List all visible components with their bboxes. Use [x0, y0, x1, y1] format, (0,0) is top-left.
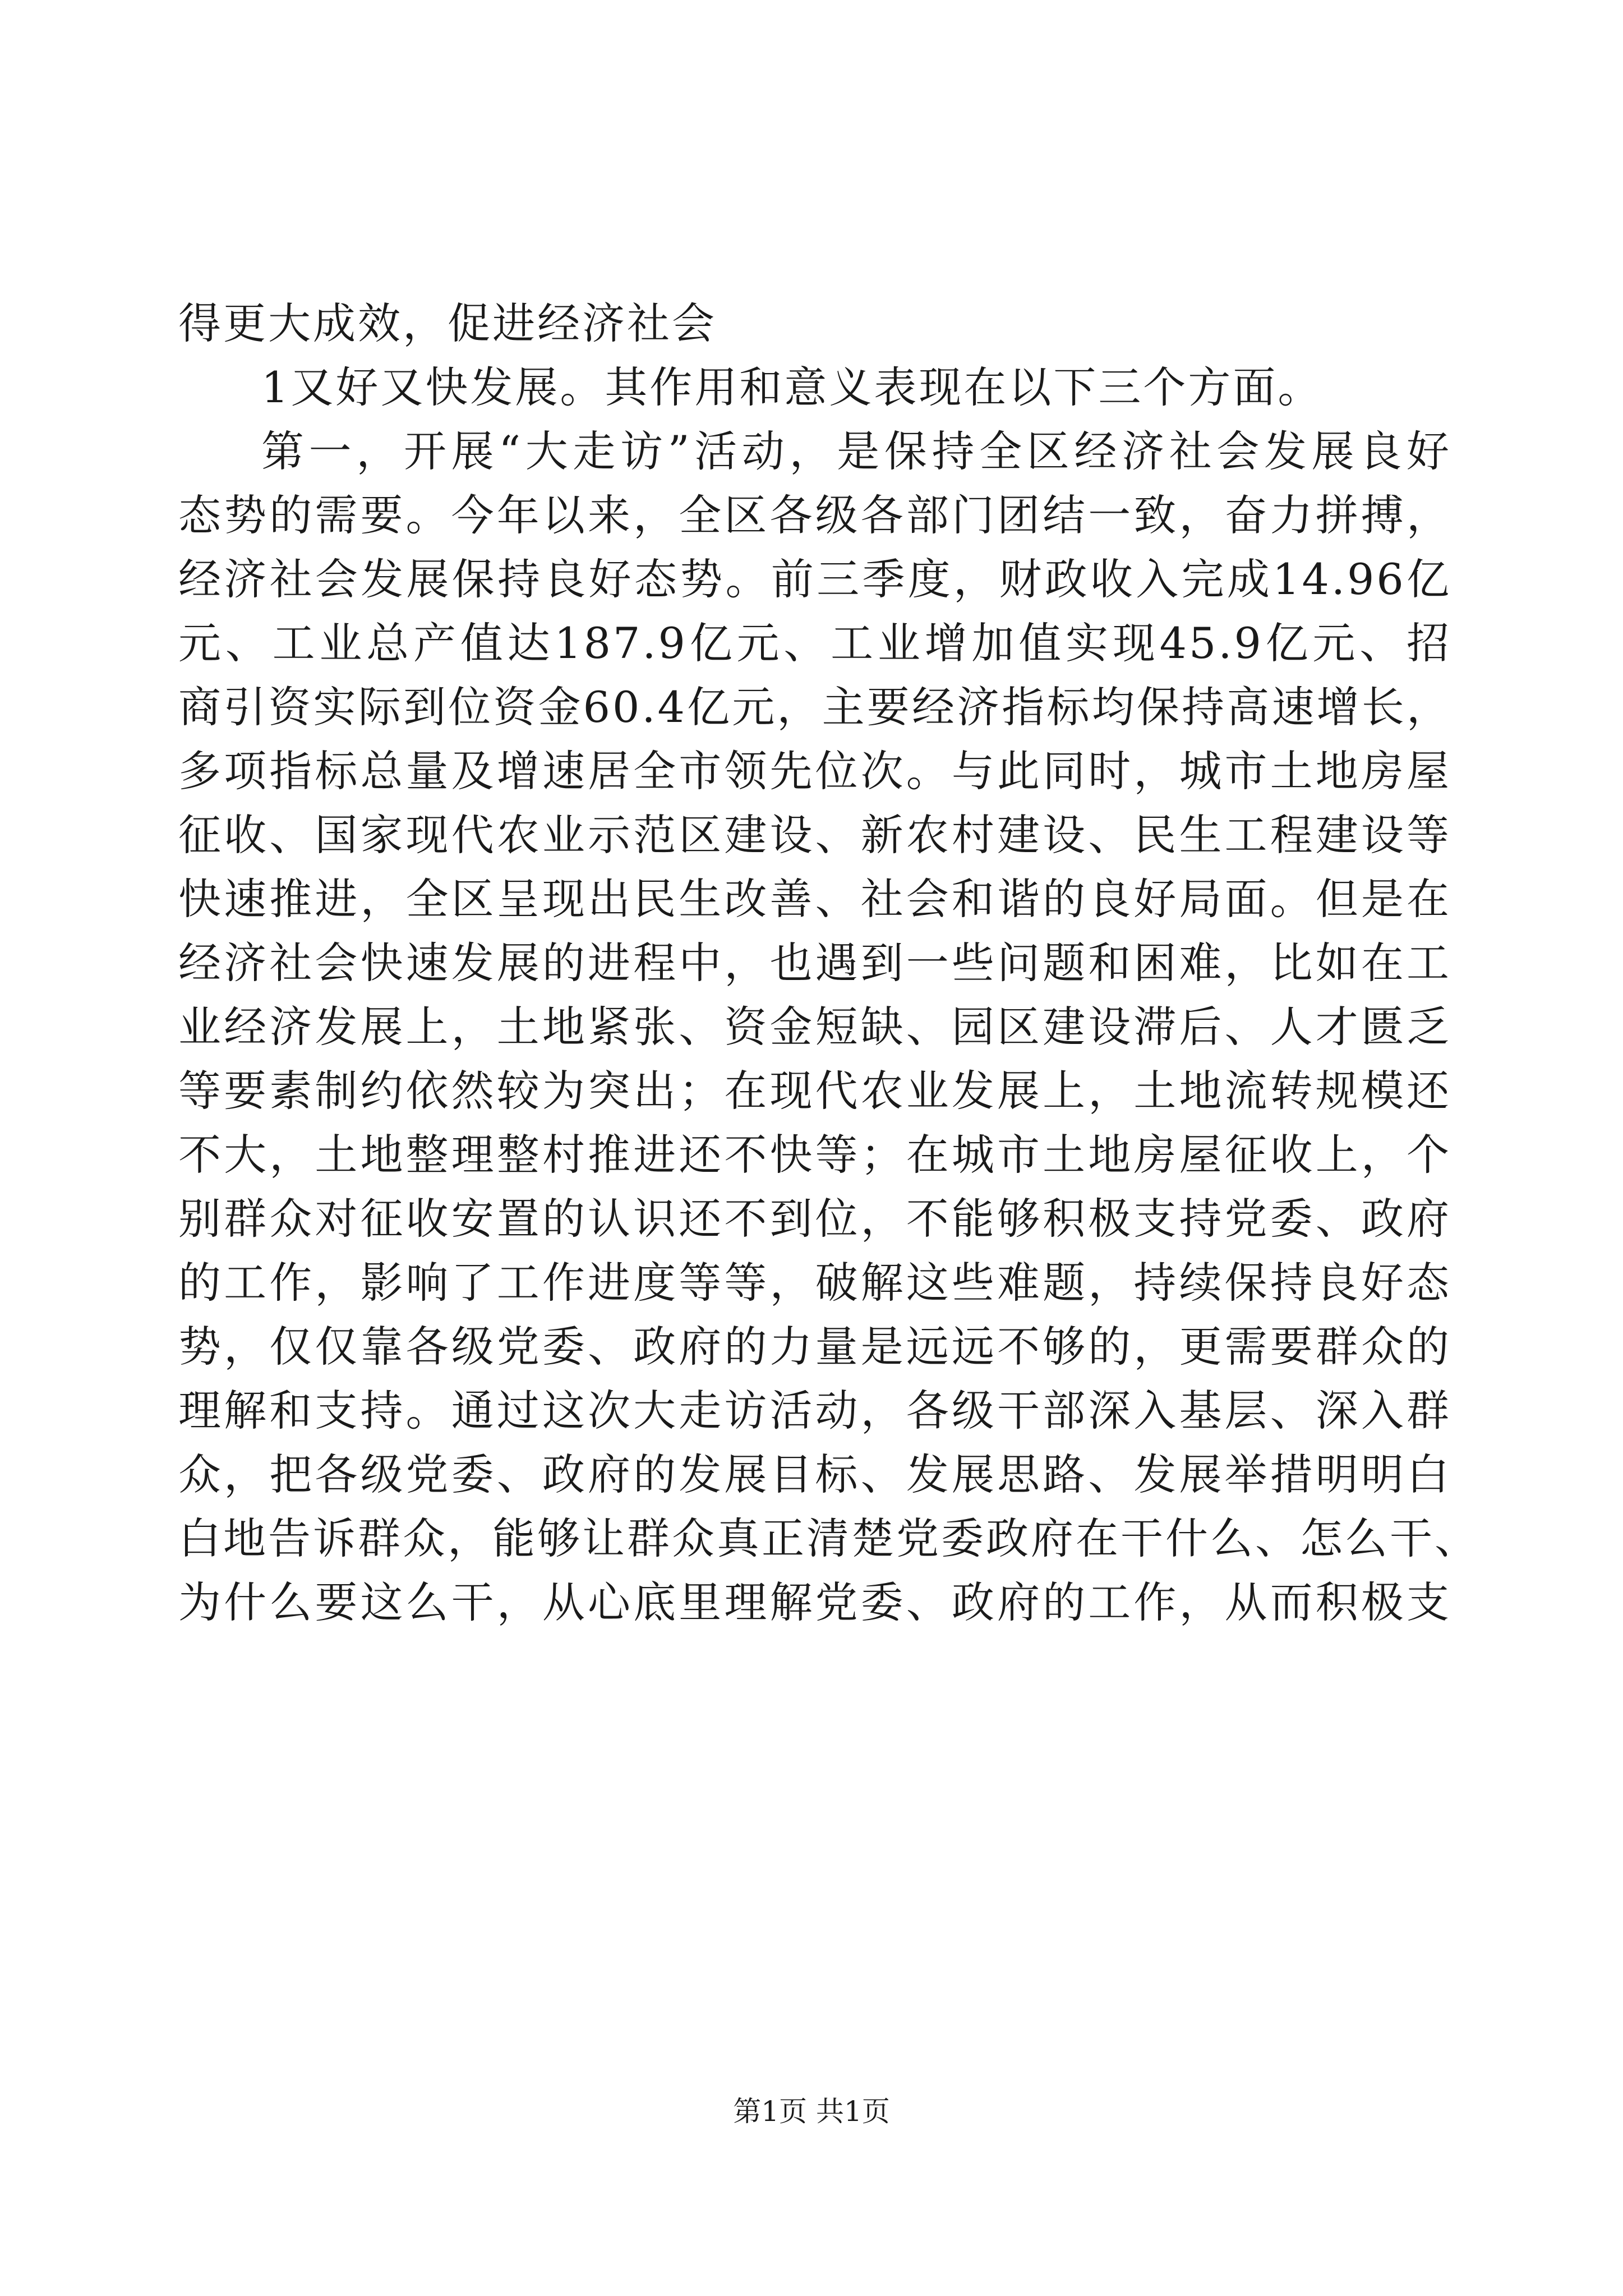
text-line: 等要素制约依然较为突出；在现代农业发展上，土地流转规模还	[178, 1066, 1451, 1116]
text-line: 业经济发展上，土地紧张、资金短缺、园区建设滞后、人才匮乏	[178, 1002, 1451, 1052]
text-line: 理解和支持。通过这次大走访活动，各级干部深入基层、深入群	[178, 1386, 1451, 1435]
text-line: 众，把各级党委、政府的发展目标、发展思路、发展举措明明白	[178, 1450, 1451, 1499]
text-line: 征收、国家现代农业示范区建设、新农村建设、民生工程建设等	[178, 810, 1451, 860]
text-line: 为什么要这么干，从心底里理解党委、政府的工作，从而积极支	[178, 1577, 1451, 1627]
text-line: 元、工业总产值达187.9亿元、工业增加值实现45.9亿元、招	[178, 618, 1451, 668]
text-line: 白地告诉群众，能够让群众真正清楚党委政府在干什么、怎么干、	[178, 1513, 1479, 1563]
text-line: 的工作，影响了工作进度等等，破解这些难题，持续保持良好态	[178, 1258, 1451, 1308]
text-line: 别群众对征收安置的认识还不到位，不能够积极支持党委、政府	[178, 1194, 1451, 1244]
text-line: 第一，开展“大走访”活动，是保持全区经济社会发展良好	[261, 426, 1451, 476]
text-line: 1又好又快发展。其作用和意义表现在以下三个方面。	[261, 362, 1323, 412]
text-line: 商引资实际到位资金60.4亿元，主要经济指标均保持高速增长，	[178, 682, 1451, 732]
page-footer: 第1页 共1页	[733, 2095, 890, 2128]
text-line: 势，仅仅靠各级党委、政府的力量是远远不够的，更需要群众的	[178, 1322, 1451, 1372]
text-line: 经济社会发展保持良好态势。前三季度，财政收入完成14.96亿	[178, 554, 1451, 604]
body-text	[178, 292, 1479, 1635]
text-line: 态势的需要。今年以来，全区各级各部门团结一致，奋力拼搏，	[178, 490, 1451, 540]
text-line: 得更大成效，促进经济社会	[178, 298, 717, 348]
text-line: 不大，土地整理整村推进还不快等；在城市土地房屋征收上，个	[178, 1130, 1451, 1180]
text-line: 快速推进，全区呈现出民生改善、社会和谐的良好局面。但是在	[178, 874, 1451, 924]
text-line: 经济社会快速发展的进程中，也遇到一些问题和困难，比如在工	[178, 938, 1451, 988]
text-line: 多项指标总量及增速居全市领先位次。与此同时，城市土地房屋	[178, 746, 1451, 796]
